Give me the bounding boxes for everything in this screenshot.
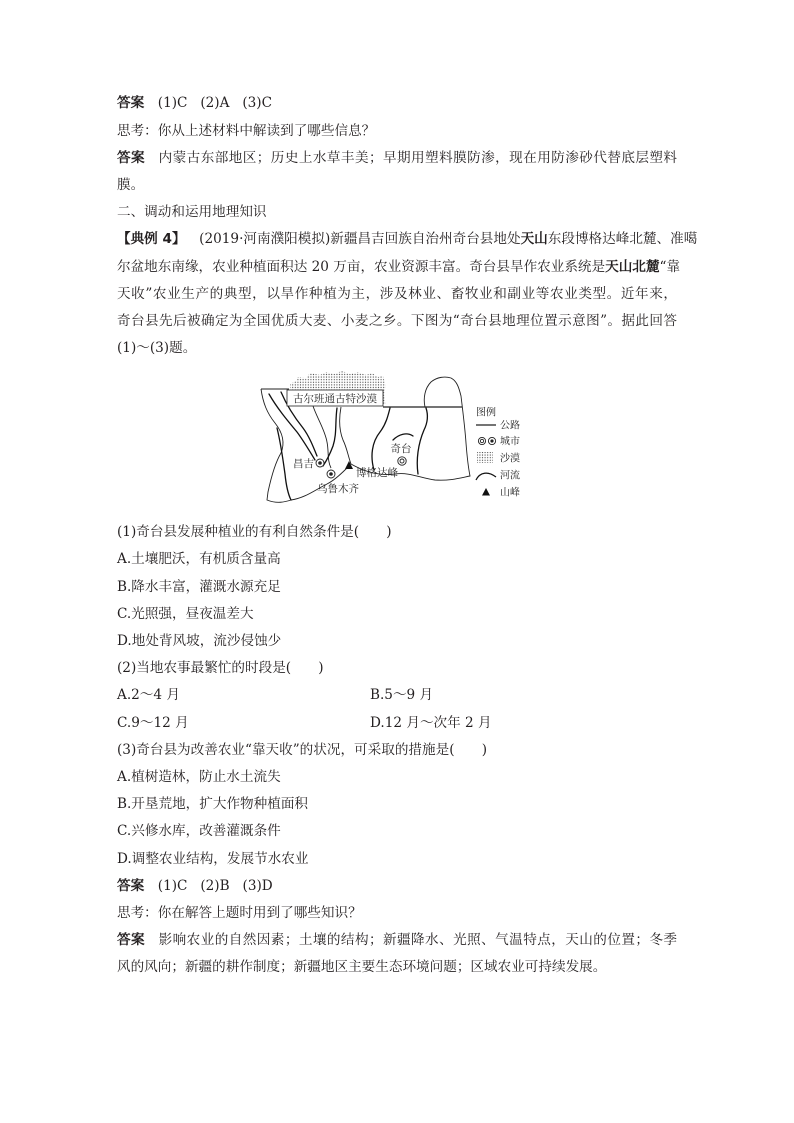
city-symbols-icon [478, 437, 495, 444]
river [277, 428, 291, 500]
example-answer-line [117, 873, 677, 900]
answer-label: 答案 [117, 95, 145, 112]
answer-label: 答案 [117, 932, 146, 949]
answer-item: (2)B [200, 877, 230, 894]
river-line-icon [476, 473, 496, 480]
question-option: A.植树造林，防止水土流失 [117, 768, 281, 785]
answer-item: (3)C [242, 95, 273, 112]
thinking-question: 你从上述材料中解读到了哪些信息？ [157, 122, 376, 139]
example-passage-line: 天收”农业生产的典型，以旱作种植为主，涉及林业、畜牧业和副业等农业类型。近年来， [117, 285, 677, 302]
question-option-row [117, 710, 677, 737]
bogda-peak-icon [345, 461, 353, 469]
question-option: C.光照强，昼夜温差大 [117, 605, 254, 622]
legend-label: 公路 [500, 420, 520, 432]
section-heading: 二、调动和运用地理知识 [117, 204, 267, 221]
river [417, 408, 427, 474]
thinking-answer-text: 风的风向；新疆的耕作制度；新疆地区主要生态环境问题；区域农业可持续发展。 [117, 959, 607, 976]
answer-label: 答案 [117, 149, 146, 166]
qitai-city-icon [398, 457, 406, 465]
example-source: (2019·河南濮阳模拟) [199, 231, 331, 248]
thinking-answer-text: 影响农业的自然因素；土壤的结构；新疆降水、光照、气温特点，天山的位置；冬季 [158, 932, 678, 949]
peak-triangle-icon [482, 488, 490, 496]
example-passage-line [117, 226, 698, 253]
urumqi-city-icon [327, 470, 335, 478]
question-option: C.9～12 月 [117, 714, 189, 731]
intro-thinking-answer-line [117, 145, 677, 172]
question-option: A.土壤肥沃，有机质含量高 [117, 551, 281, 568]
map-figure [117, 362, 677, 519]
example-passage-line [117, 254, 681, 281]
example-thinking-answer-line [117, 954, 677, 981]
map-legend [476, 405, 520, 498]
urumqi-label: 乌鲁木齐 [317, 482, 359, 495]
river [323, 408, 337, 466]
example-thinking-answer-line [117, 927, 677, 954]
question-stem: (1)奇台县发展种植业的有利自然条件是( ) [117, 524, 392, 541]
passage-emphasis: 天山北麓 [605, 258, 660, 275]
answer-item: (1)C [157, 877, 188, 894]
legend-label: 山峰 [500, 487, 520, 499]
passage-text: 尔盆地东南缘，农业种植面积达 20 万亩，农业资源丰富。奇台县旱作农业系统是 [117, 258, 606, 275]
intro-answer-line [117, 90, 677, 117]
urumqi-boundary [313, 406, 331, 468]
example-thinking-line [117, 900, 677, 927]
answer-item: (2)A [200, 95, 230, 112]
question-option: B.5～9 月 [370, 687, 434, 704]
passage-text: 新疆昌吉回族自治州奇台县地处 [330, 231, 521, 248]
thinking-answer-text: 膜。 [117, 176, 145, 193]
legend-label: 城市 [500, 436, 520, 448]
example-tag: 【典例 4】 [117, 231, 186, 248]
qitai-label: 奇台 [390, 442, 412, 455]
page-content [117, 90, 698, 981]
qitai-location-map [255, 368, 545, 510]
answer-item: (1)C [157, 95, 188, 112]
thinking-label: 思考： [117, 904, 158, 921]
question-stem: (2)当地农事最繁忙的时段是( ) [117, 660, 324, 677]
answer-item: (3)D [242, 877, 273, 894]
passage-emphasis: 天山 [520, 231, 548, 248]
question-option: A.2～4 月 [117, 687, 180, 704]
river [393, 434, 413, 440]
changji-city-icon [316, 459, 324, 467]
bogda-peak-label: 博格达峰 [356, 466, 398, 479]
question-option: D.地处背风坡，流沙侵蚀少 [117, 633, 282, 650]
question-option: B.降水丰富，灌溉水源充足 [117, 578, 281, 595]
thinking-label: 思考： [117, 122, 158, 139]
legend-title: 图例 [476, 407, 496, 419]
answer-label: 答案 [117, 877, 145, 894]
question-option: C.兴修水库，改善灌溉条件 [117, 823, 281, 840]
desert-label: 古尔班通古特沙漠 [293, 392, 377, 405]
changji-label: 昌吉 [293, 457, 314, 470]
thinking-question: 你在解答上题时用到了哪些知识？ [157, 904, 362, 921]
example-passage-line: 奇台县先后被确定为全国优质大麦、小麦之乡。下图为“奇台县地理位置示意图”。据此回答 [117, 312, 677, 329]
question-option: D.调整农业结构，发展节水农业 [117, 850, 309, 867]
river [372, 408, 390, 470]
intro-thinking-line [117, 118, 677, 145]
legend-label: 河流 [500, 470, 520, 482]
example-passage-line: (1)～(3)题。 [117, 340, 197, 357]
question-option: D.12 月～次年 2 月 [370, 714, 492, 731]
question-option-row [117, 682, 677, 709]
desert-dots-icon [477, 452, 493, 463]
question-stem: (3)奇台县为改善农业“靠天收”的状况，可采取的措施是( ) [117, 741, 488, 758]
question-option: B.开垦荒地，扩大作物种植面积 [117, 796, 309, 813]
intro-thinking-answer-line [117, 172, 677, 199]
thinking-answer-text: 内蒙古东部地区；历史上水草丰美；早期用塑料膜防渗，现在用防渗砂代替底层塑料 [158, 149, 678, 166]
legend-label: 沙漠 [500, 453, 520, 465]
passage-text: “靠 [659, 258, 681, 275]
passage-text: 东段博格达峰北麓、准噶 [547, 231, 698, 248]
